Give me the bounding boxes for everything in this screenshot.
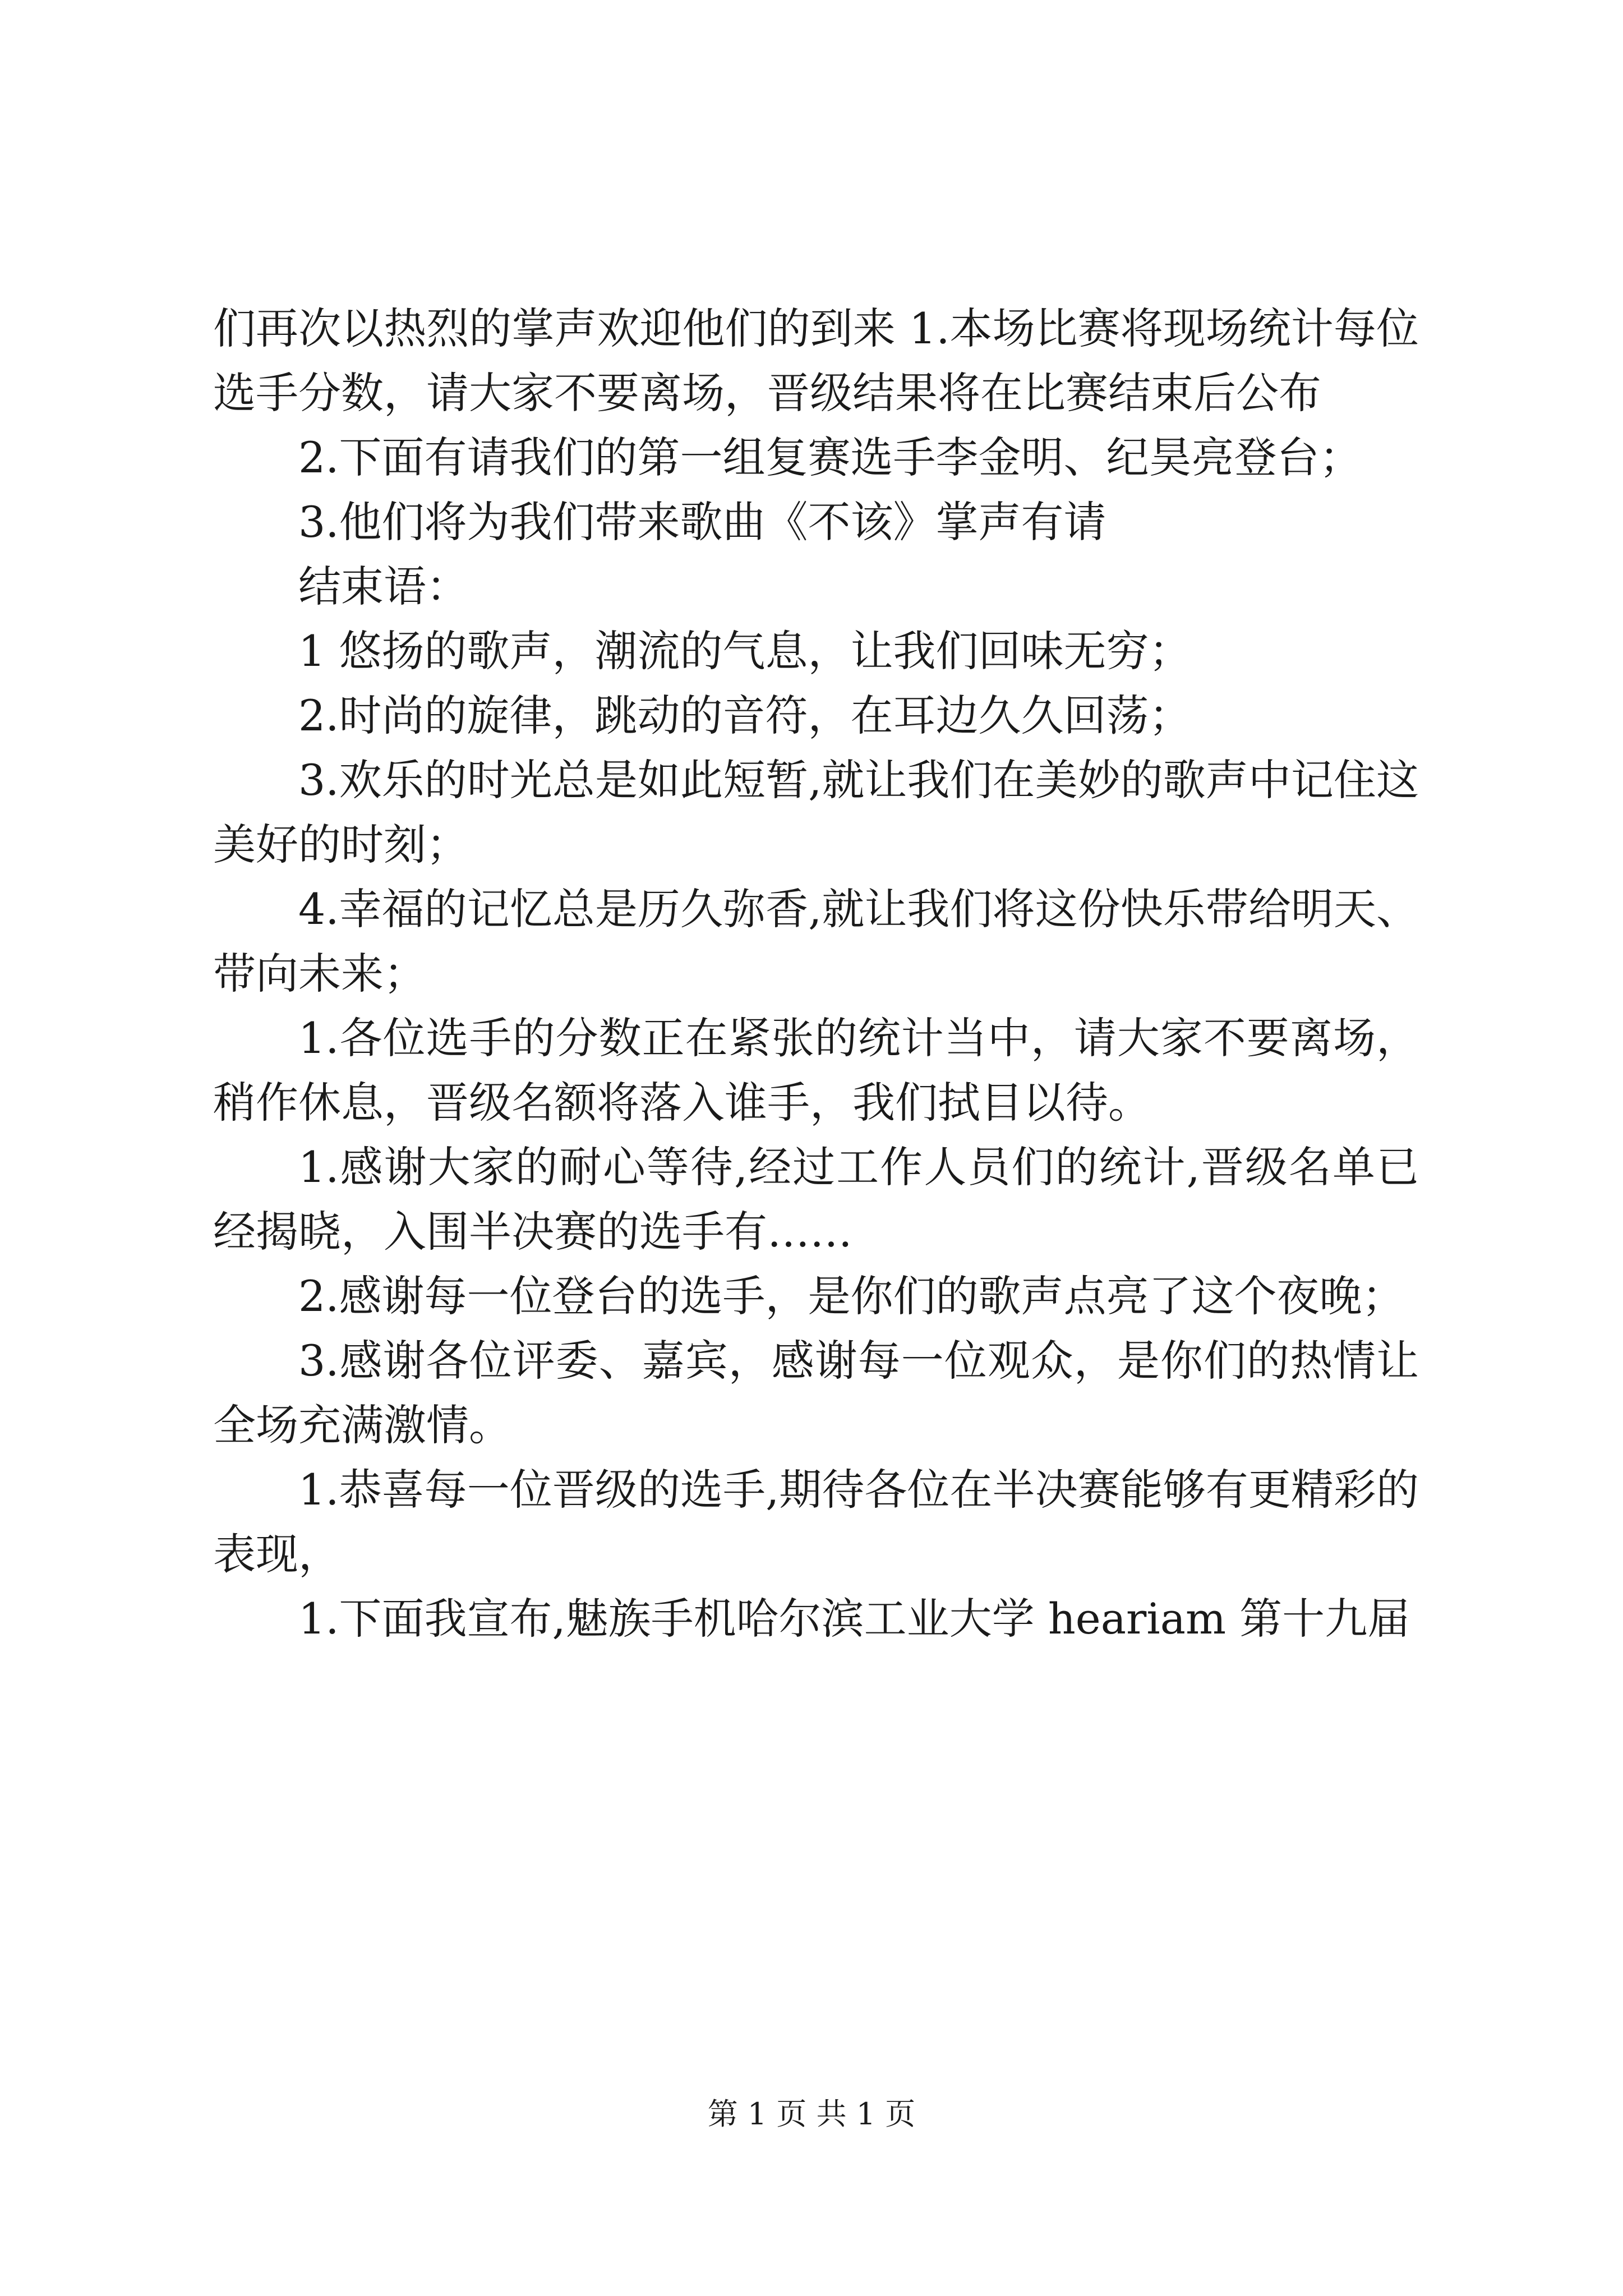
paragraph-8: 4.幸福的记忆总是历久弥香,就让我们将这份快乐带给明天、带向未来； xyxy=(213,884,1419,999)
paragraph-6: 2.时尚的旋律，跳动的音符，在耳边久久回荡； xyxy=(298,691,1192,740)
paragraph-13: 1.恭喜每一位晋级的选手,期待各位在半决赛能够有更精彩的表现， xyxy=(213,1465,1419,1579)
paragraph-11: 2.感谢每一位登台的选手，是你们的歌声点亮了这个夜晚； xyxy=(298,1271,1405,1321)
paragraph-1: 们再次以热烈的掌声欢迎他们的到来 1.本场比赛将现场统计每位选手分数，请大家不要离场，晋级结果将在比赛结束后公布 xyxy=(213,303,1419,418)
page-footer: 第 1 页 共 1 页 xyxy=(707,2096,916,2132)
paragraph-5: 1 悠扬的歌声，潮流的气息，让我们回味无穷； xyxy=(298,626,1192,676)
paragraph-3: 3.他们将为我们带来歌曲《不该》掌声有请 xyxy=(298,497,1106,547)
paragraph-9: 1.各位选手的分数正在紧张的统计当中，请大家不要离场，稍作休息，晋级名额将落入谁手，我们拭目以待。 xyxy=(213,1013,1419,1128)
closing-heading: 结束语： xyxy=(298,562,469,611)
paragraph-10: 1.感谢大家的耐心等待,经过工作人员们的统计,晋级名单已经揭晓，入围半决赛的选手有…… xyxy=(213,1142,1419,1257)
paragraph-7: 3.欢乐的时光总是如此短暂,就让我们在美妙的歌声中记住这美好的时刻； xyxy=(213,755,1419,869)
paragraph-12: 3.感谢各位评委、嘉宾，感谢每一位观众，是你们的热情让全场充满激情。 xyxy=(213,1336,1419,1450)
paragraph-14: 1.下面我宣布,魅族手机哈尔滨工业大学 heariam 第十九届 xyxy=(298,1594,1410,1644)
document-body xyxy=(213,296,1419,1651)
paragraph-2: 2.下面有请我们的第一组复赛选手李金明、纪昊亮登台； xyxy=(298,432,1362,482)
